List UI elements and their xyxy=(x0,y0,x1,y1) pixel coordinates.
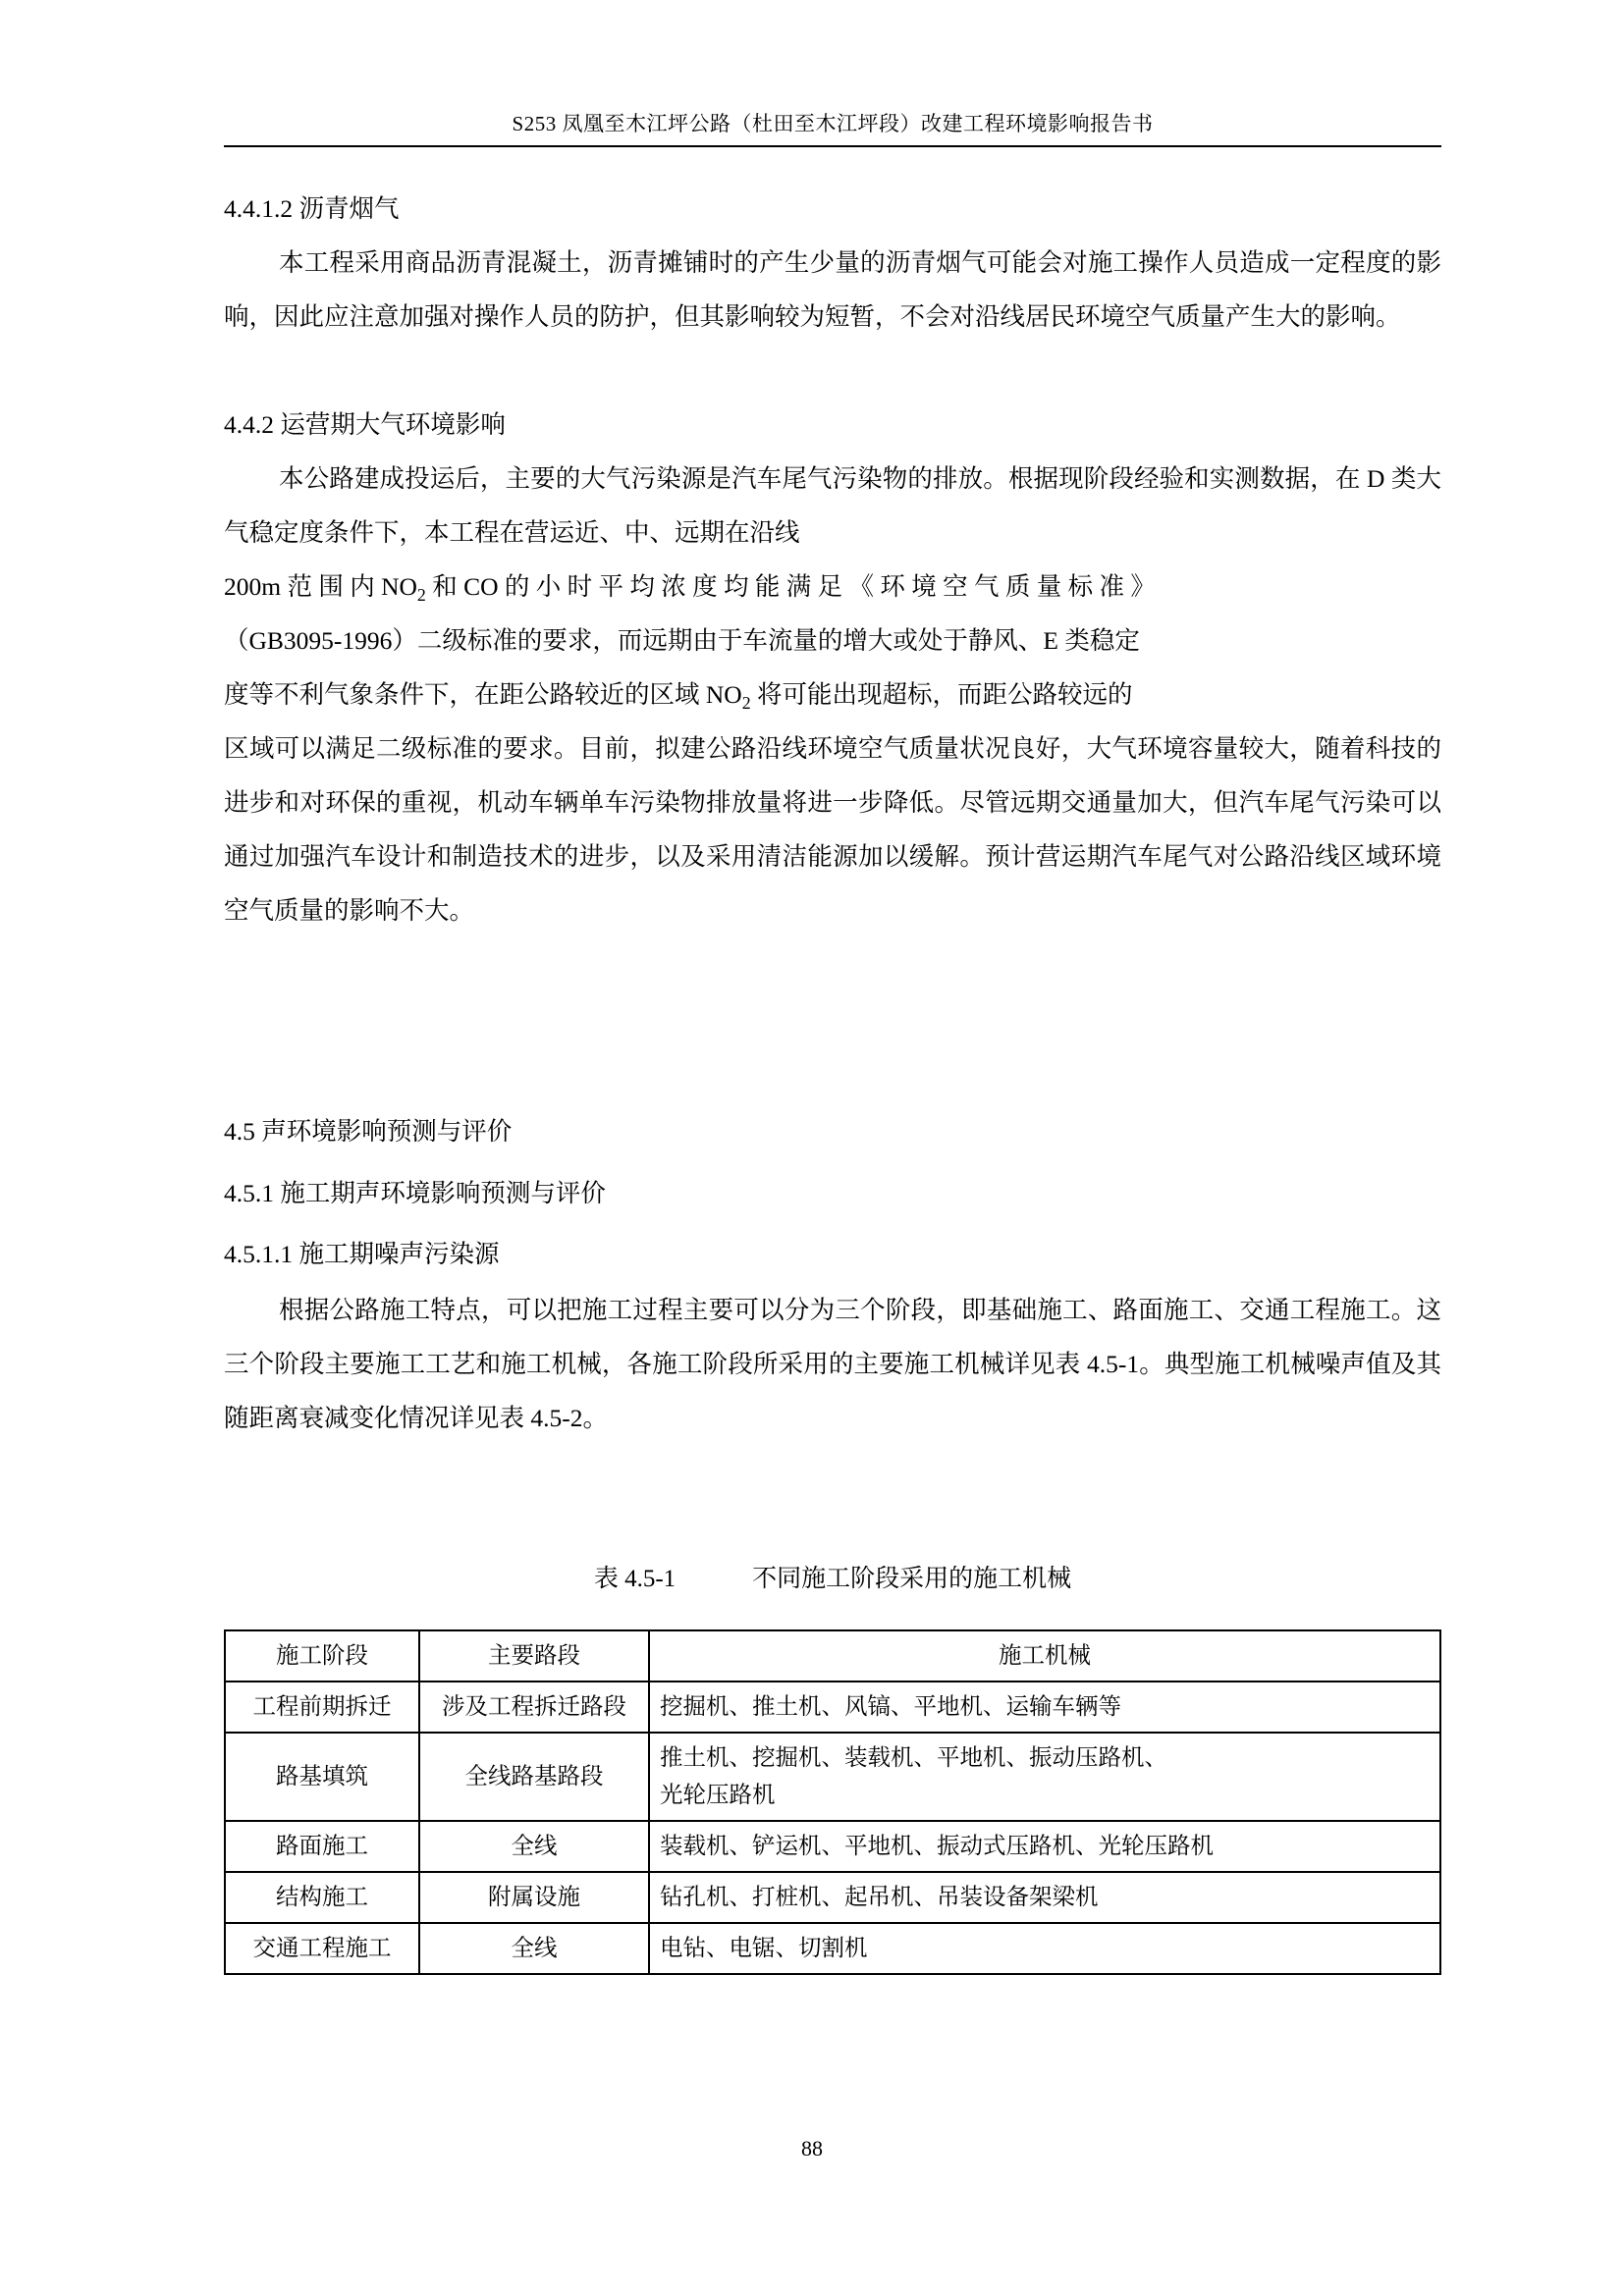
machine-line: 推土机、挖掘机、装载机、平地机、振动压路机、 xyxy=(660,1745,1167,1771)
text-no2-co-line-mid: 和 CO 的 小 时 平 均 浓 度 均 能 满 足 《 环 境 空 气 质 量 标 准 》 xyxy=(425,572,1156,601)
machine-line: 光轮压路机 xyxy=(660,1783,776,1808)
paragraph-operation-air-e: 区域可以满足二级标准的要求。目前，拟建公路沿线环境空气质量状况良好，大气环境容量较大，随着科技的进步和对环保的重视，机动车辆单车污染物排放量将进一步降低。尽管远期交通量加大，但汽车尾气污染可以通过加强汽车设计和制造技术的进步，以及采用清洁能源加以缓解。预计营运期汽车尾气对公路沿线区域环境空气质量的影响不大。 xyxy=(224,734,1441,925)
cell-stage: 工程前期拆迁 xyxy=(225,1682,419,1733)
cell-stage: 交通工程施工 xyxy=(225,1923,419,1974)
heading-4-5-1-1: 4.5.1.1 施工期噪声污染源 xyxy=(224,1240,500,1268)
table-row xyxy=(225,1682,1440,1733)
machine-line: 挖掘机、推土机、风镐、平地机、运输车辆等 xyxy=(660,1694,1121,1720)
table-row xyxy=(225,1821,1440,1872)
machine-line: 钻孔机、打桩机、起吊机、吊装设备架梁机 xyxy=(660,1885,1099,1910)
cell-stage: 结构施工 xyxy=(225,1872,419,1923)
cell-section: 涉及工程拆迁路段 xyxy=(419,1682,649,1733)
paragraph-construction-noise-source: 根据公路施工特点，可以把施工过程主要可以分为三个阶段，即基础施工、路面施工、交通工程施工。这三个阶段主要施工工艺和施工机械，各施工阶段所采用的主要施工机械详见表 4.5-1。典型施工机械噪声值及其随距离衰减变化情况详见表 4.5-2。 xyxy=(224,1296,1441,1432)
heading-4-5: 4.5 声环境影响预测与评价 xyxy=(224,1117,513,1146)
table-row xyxy=(225,1923,1440,1974)
subscript-2-b: 2 xyxy=(741,693,751,714)
cell-machines xyxy=(649,1872,1440,1923)
cell-machines xyxy=(649,1682,1440,1733)
cell-section: 全线路基路段 xyxy=(419,1733,649,1821)
construction-machinery-table xyxy=(224,1629,1441,1975)
text-no2-line-post: 将可能出现超标，而距公路较远的 xyxy=(750,680,1133,709)
table-row xyxy=(225,1872,1440,1923)
paragraph-operation-air-c: （GB3095-1996）二级标准的要求，而远期由于车流量的增大或处于静风、E 类稳定 xyxy=(224,626,1140,655)
heading-4-4-1-2: 4.4.1.2 沥青烟气 xyxy=(224,194,400,223)
table-label: 表 4.5-1 xyxy=(593,1566,677,1592)
cell-machines xyxy=(649,1821,1440,1872)
table-row xyxy=(225,1733,1440,1821)
cell-stage: 路基填筑 xyxy=(225,1733,419,1821)
table-header-stage: 施工阶段 xyxy=(225,1630,419,1682)
machine-line: 装载机、铲运机、平地机、振动式压路机、光轮压路机 xyxy=(660,1834,1214,1859)
page-number: 88 xyxy=(801,2136,823,2161)
cell-stage: 路面施工 xyxy=(225,1821,419,1872)
cell-section: 全线 xyxy=(419,1923,649,1974)
cell-section: 附属设施 xyxy=(419,1872,649,1923)
paragraph-asphalt-fumes: 本工程采用商品沥青混凝土，沥青摊铺时的产生少量的沥青烟气可能会对施工操作人员造成一定程度的影响，因此应注意加强对操作人员的防护，但其影响较为短暂，不会对沿线居民环境空气质量产生大的影响。 xyxy=(224,248,1441,331)
table-header-section: 主要路段 xyxy=(419,1630,649,1682)
table-header-row xyxy=(225,1630,1440,1682)
table-caption-text: 不同施工阶段采用的施工机械 xyxy=(752,1566,1072,1592)
heading-4-4-2: 4.4.2 运营期大气环境影响 xyxy=(224,410,506,439)
text-no2-line-pre: 度等不利气象条件下，在距公路较近的区域 NO xyxy=(224,680,742,709)
paragraph-operation-air-a: 本公路建成投运后，主要的大气污染源是汽车尾气污染物的排放。根据现阶段经验和实测数据，在 D 类大气稳定度条件下，本工程在营运近、中、远期在沿线 xyxy=(224,464,1441,547)
cell-section: 全线 xyxy=(419,1821,649,1872)
machine-line: 电钻、电锯、切割机 xyxy=(660,1936,868,1961)
table-caption xyxy=(224,1559,1441,1594)
running-header: S253 凤凰至木江坪公路（杜田至木江坪段）改建工程环境影响报告书 xyxy=(512,112,1154,135)
cell-machines xyxy=(649,1733,1440,1821)
header-divider xyxy=(224,145,1441,147)
heading-4-5-1: 4.5.1 施工期声环境影响预测与评价 xyxy=(224,1179,606,1207)
text-no2-co-line-pre: 200m 范 围 内 NO xyxy=(224,572,417,601)
table-header-machines: 施工机械 xyxy=(649,1630,1440,1682)
cell-machines xyxy=(649,1923,1440,1974)
subscript-2-a: 2 xyxy=(416,585,426,606)
